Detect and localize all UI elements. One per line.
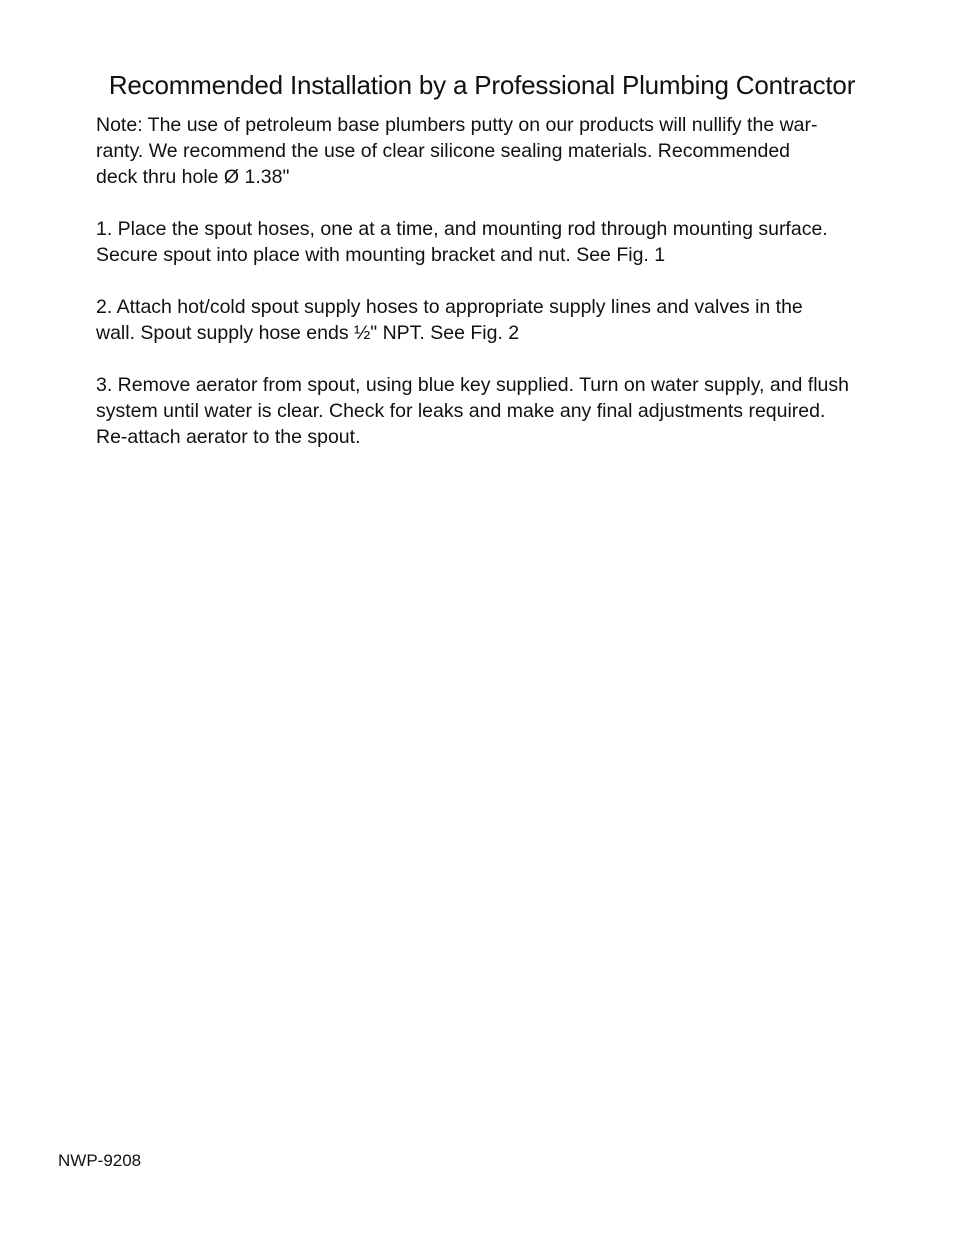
note-line: Note: The use of petroleum base plumbers putty on our products will nullify the war-	[96, 114, 818, 136]
step-2-line: wall. Spout supply hose ends ½" NPT. See Fig. 2	[96, 322, 520, 344]
step-1-paragraph	[96, 216, 876, 268]
step-3-line: 3. Remove aerator from spout, using blue key supplied. Turn on water supply, and flush	[96, 374, 849, 396]
step-2-line: 2. Attach hot/cold spout supply hoses to appropriate supply lines and valves in the	[96, 296, 803, 318]
document-code: NWP-9208	[58, 1151, 142, 1170]
note-line: deck thru hole Ø 1.38"	[96, 166, 290, 188]
step-2-paragraph	[96, 294, 876, 346]
step-1-line: Secure spout into place with mounting bracket and nut. See Fig. 1	[96, 244, 666, 266]
instructions-body	[96, 112, 876, 476]
step-3-line: system until water is clear. Check for leaks and make any final adjustments required.	[96, 400, 826, 422]
step-3-paragraph	[96, 372, 876, 450]
note-line: ranty. We recommend the use of clear silicone sealing materials. Recommended	[96, 140, 791, 162]
step-3-line: Re-attach aerator to the spout.	[96, 426, 361, 448]
note-paragraph	[96, 112, 876, 190]
page-title: Recommended Installation by a Professional Plumbing Contractor	[108, 70, 856, 101]
step-1-line: 1. Place the spout hoses, one at a time, and mounting rod through mounting surface.	[96, 218, 828, 240]
